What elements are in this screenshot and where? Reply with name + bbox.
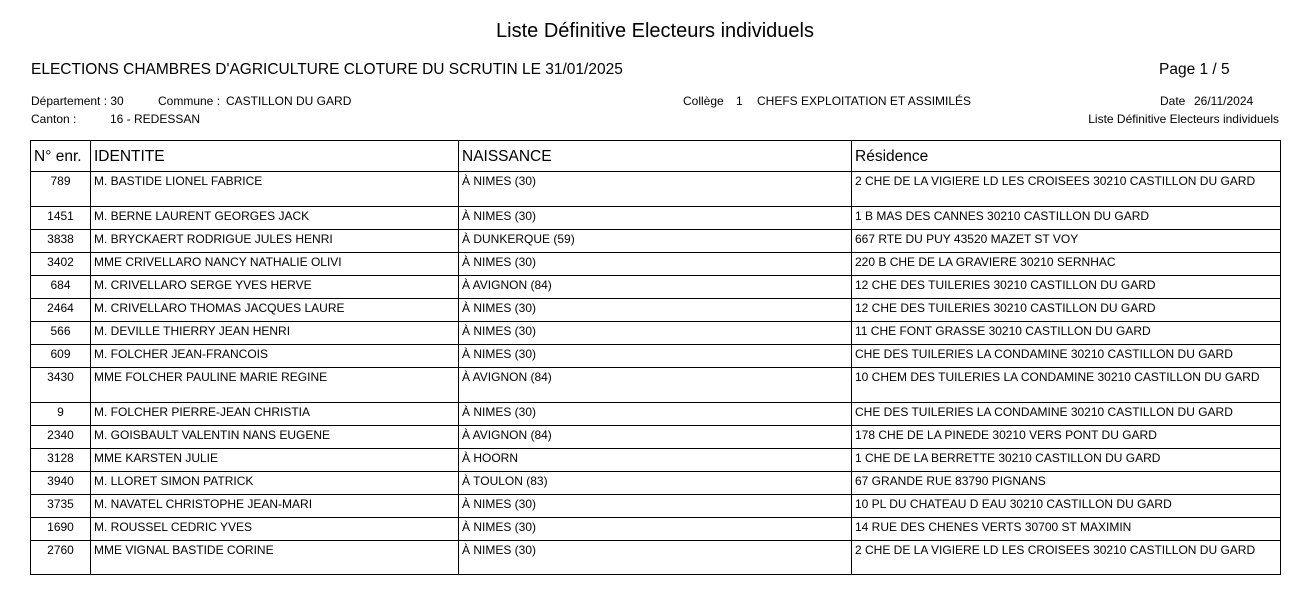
cell-identite: MME CRIVELLARO NANCY NATHALIE OLIVI	[91, 253, 459, 276]
cell-identite: M. DEVILLE THIERRY JEAN HENRI	[91, 322, 459, 345]
cell-identite: M. LLORET SIMON PATRICK	[91, 472, 459, 495]
cell-naissance: À AVIGNON (84)	[459, 276, 852, 299]
cell-naissance: À NIMES (30)	[459, 207, 852, 230]
cell-naissance: À NIMES (30)	[459, 518, 852, 541]
cell-num: 3838	[31, 230, 91, 253]
header-identite: IDENTITE	[91, 141, 459, 172]
cell-num: 2464	[31, 299, 91, 322]
cell-identite: M. BERNE LAURENT GEORGES JACK	[91, 207, 459, 230]
cell-residence: 14 RUE DES CHENES VERTS 30700 ST MAXIMIN	[852, 518, 1281, 541]
cell-naissance: À AVIGNON (84)	[459, 426, 852, 449]
table-row	[31, 495, 1281, 518]
cell-identite: M. ROUSSEL CEDRIC YVES	[91, 518, 459, 541]
canton-value: 16 - REDESSAN	[110, 112, 201, 126]
cell-naissance: À NIMES (30)	[459, 172, 852, 207]
commune-value: CASTILLON DU GARD	[226, 94, 352, 108]
cell-residence: CHE DES TUILERIES LA CONDAMINE 30210 CASTILLON DU GARD	[852, 345, 1281, 368]
cell-num: 684	[31, 276, 91, 299]
cell-identite: M. GOISBAULT VALENTIN NANS EUGENE	[91, 426, 459, 449]
date-label: Date	[1160, 94, 1186, 108]
table-row	[31, 403, 1281, 426]
page-title: Liste Définitive Electeurs individuels	[496, 20, 814, 42]
table-row	[31, 322, 1281, 345]
cell-naissance: À NIMES (30)	[459, 345, 852, 368]
election-heading: ELECTIONS CHAMBRES D'AGRICULTURE CLOTURE DU SCRUTIN LE 31/01/2025	[31, 61, 623, 78]
cell-naissance: À AVIGNON (84)	[459, 368, 852, 403]
college-name: CHEFS EXPLOITATION ET ASSIMILÉS	[757, 94, 972, 108]
cell-identite: M. FOLCHER PIERRE-JEAN CHRISTIA	[91, 403, 459, 426]
cell-residence: 12 CHE DES TUILERIES 30210 CASTILLON DU GARD	[852, 299, 1281, 322]
table-row	[31, 518, 1281, 541]
departement-label: Département : 30	[31, 94, 124, 108]
cell-num: 2760	[31, 541, 91, 575]
canton-label: Canton :	[31, 112, 77, 126]
cell-identite: M. BASTIDE LIONEL FABRICE	[91, 172, 459, 207]
table-row	[31, 230, 1281, 253]
table-row	[31, 299, 1281, 322]
cell-num: 9	[31, 403, 91, 426]
cell-naissance: À HOORN	[459, 449, 852, 472]
cell-identite: M. CRIVELLARO THOMAS JACQUES LAURE	[91, 299, 459, 322]
cell-num: 3402	[31, 253, 91, 276]
cell-residence: 220 B CHE DE LA GRAVIERE 30210 SERNHAC	[852, 253, 1281, 276]
cell-naissance: À DUNKERQUE (59)	[459, 230, 852, 253]
cell-residence: 2 CHE DE LA VIGIERE LD LES CROISEES 30210 CASTILLON DU GARD	[852, 172, 1281, 207]
cell-naissance: À TOULON (83)	[459, 472, 852, 495]
table-row	[31, 253, 1281, 276]
cell-residence: CHE DES TUILERIES LA CONDAMINE 30210 CASTILLON DU GARD	[852, 403, 1281, 426]
table-row	[31, 541, 1281, 575]
table-row	[31, 345, 1281, 368]
cell-num: 609	[31, 345, 91, 368]
cell-naissance: À NIMES (30)	[459, 541, 852, 575]
cell-residence: 2 CHE DE LA VIGIERE LD LES CROISEES 30210 CASTILLON DU GARD	[852, 541, 1281, 575]
cell-naissance: À NIMES (30)	[459, 495, 852, 518]
cell-num: 1451	[31, 207, 91, 230]
cell-identite: M. BRYCKAERT RODRIGUE JULES HENRI	[91, 230, 459, 253]
cell-num: 789	[31, 172, 91, 207]
cell-identite: MME FOLCHER PAULINE MARIE REGINE	[91, 368, 459, 403]
cell-num: 1690	[31, 518, 91, 541]
cell-num: 3735	[31, 495, 91, 518]
page-number: Page 1 / 5	[1159, 61, 1230, 78]
cell-identite: M. NAVATEL CHRISTOPHE JEAN-MARI	[91, 495, 459, 518]
cell-naissance: À NIMES (30)	[459, 299, 852, 322]
cell-residence: 12 CHE DES TUILERIES 30210 CASTILLON DU GARD	[852, 276, 1281, 299]
cell-residence: 10 CHEM DES TUILERIES LA CONDAMINE 30210 CASTILLON DU GARD	[852, 368, 1281, 403]
cell-naissance: À NIMES (30)	[459, 253, 852, 276]
cell-residence: 11 CHE FONT GRASSE 30210 CASTILLON DU GARD	[852, 322, 1281, 345]
cell-num: 3128	[31, 449, 91, 472]
cell-residence: 178 CHE DE LA PINEDE 30210 VERS PONT DU GARD	[852, 426, 1281, 449]
cell-num: 3940	[31, 472, 91, 495]
cell-residence: 1 CHE DE LA BERRETTE 30210 CASTILLON DU GARD	[852, 449, 1281, 472]
table-row	[31, 472, 1281, 495]
cell-naissance: À NIMES (30)	[459, 403, 852, 426]
header-num: N° enr.	[31, 141, 91, 172]
cell-naissance: À NIMES (30)	[459, 322, 852, 345]
table-row	[31, 207, 1281, 230]
college-number: 1	[736, 94, 743, 108]
cell-identite: MME KARSTEN JULIE	[91, 449, 459, 472]
table-row	[31, 276, 1281, 299]
cell-identite: M. CRIVELLARO SERGE YVES HERVE	[91, 276, 459, 299]
cell-num: 3430	[31, 368, 91, 403]
voters-table	[30, 140, 1281, 575]
cell-num: 2340	[31, 426, 91, 449]
table-row	[31, 172, 1281, 207]
date-value: 26/11/2024	[1194, 94, 1254, 108]
college-label: Collège	[683, 94, 724, 108]
cell-residence: 10 PL DU CHATEAU D EAU 30210 CASTILLON DU GARD	[852, 495, 1281, 518]
table-row	[31, 426, 1281, 449]
cell-identite: M. FOLCHER JEAN-FRANCOIS	[91, 345, 459, 368]
table-row	[31, 368, 1281, 403]
list-subtitle: Liste Définitive Electeurs individuels	[1088, 112, 1279, 126]
table-row	[31, 449, 1281, 472]
cell-residence: 1 B MAS DES CANNES 30210 CASTILLON DU GARD	[852, 207, 1281, 230]
header-residence: Résidence	[852, 141, 1281, 172]
cell-identite: MME VIGNAL BASTIDE CORINE	[91, 541, 459, 575]
cell-residence: 67 GRANDE RUE 83790 PIGNANS	[852, 472, 1281, 495]
table-header-row	[31, 141, 1281, 172]
header-naissance: NAISSANCE	[459, 141, 852, 172]
cell-num: 566	[31, 322, 91, 345]
commune-label: Commune :	[158, 94, 221, 108]
cell-residence: 667 RTE DU PUY 43520 MAZET ST VOY	[852, 230, 1281, 253]
